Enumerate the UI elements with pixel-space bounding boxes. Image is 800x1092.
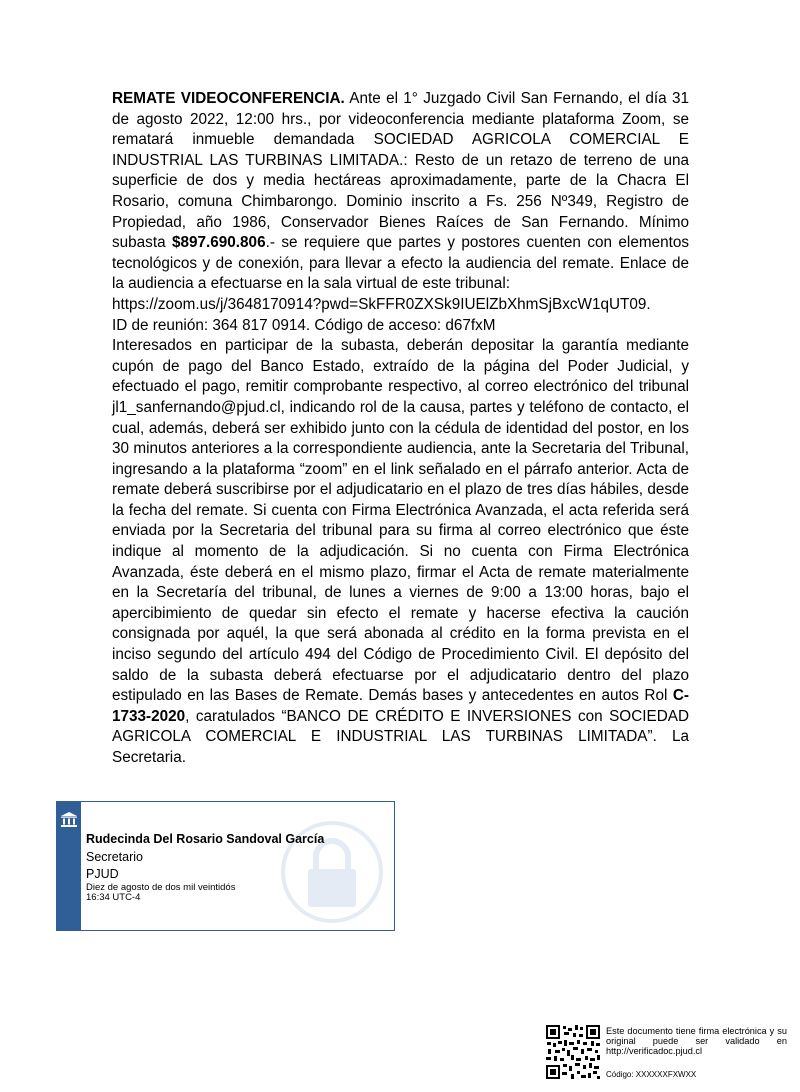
notice-text-part3: Interesados en participar de la subasta, deberán depositar la garantía mediante cupón de pago del Banco Estado, extraído de la página del Poder Judicial, y efectuado el pago, remitir comprobante respectivo, al correo electrónico del tribunal jl1_sanfernando@pjud.cl, indicando rol de la causa, partes y teléfono de contacto, el cual, además, deberá ser exhibido junto con la cédula de identidad del postor, en los 30 minutos anteriores a la correspondiente audiencia, ante la Secretaria del Tribunal, ingresando a la plataforma “zoom” en el link señalado en el párrafo anterior. Acta de remate deberá suscribirse por el adjudicatario en el plazo de tres días hábiles, desde la fecha del remate. Si cuenta con Firma Electrónica Avanzada, el acta referida será enviada por la Secretaria del tribunal para su firma al correo electrónico que éste indique al momento de la adjudicación. Si no cuenta con Firma Electrónica Avanzada, éste deberá en el mismo plazo, firmar el Acta de remate materialmente en la Secretaría del tribunal, de lunes a viernes de 9:00 a 13:00 horas, bajo el apercibimiento de quedar sin efecto el remate y hacerse efectiva la caución consignada por aquél, la que será abonada al crédito en la forma prevista en el inciso segundo del artículo 494 del Código de Procedimiento Civil. El depósito del saldo de la subasta deberá efectuarse por el adjudicatario dentro del plazo estipulado en las Bases de Remate. Demás bases y antecedentes en autos Rol xyxy=(112,337,689,705)
signer-organization: PJUD xyxy=(86,867,119,881)
verification-code: Código: XXXXXXFXWXX xyxy=(606,1070,697,1079)
notice-body xyxy=(112,89,689,769)
signature-accent-bar xyxy=(57,802,81,930)
qr-code xyxy=(546,1025,600,1079)
zoom-link[interactable]: https://zoom.us/j/3648170914?pwd=SkFFR0ZXSk9IUElZbXhmSjBxcW1qUT09. xyxy=(112,295,651,313)
bank-icon xyxy=(60,811,78,829)
minimum-bid-amount: $897.690.806 xyxy=(172,234,266,252)
notice-paragraph-2 xyxy=(112,336,689,768)
signer-role: Secretario xyxy=(86,850,143,864)
notice-heading: REMATE VIDEOCONFERENCIA. xyxy=(112,90,345,107)
signature-date: Diez de agosto de dos mil veintidós xyxy=(86,882,236,893)
meeting-info: ID de reunión: 364 817 0914. Código de acceso: d67fxM xyxy=(112,316,496,334)
notice-text-part1: Ante el 1° Juzgado Civil San Fernando, el día 31 de agosto 2022, 12:00 hrs., por videoconferencia mediante plataforma Zoom, se rematará inmueble demandada SOCIEDAD AGRICOLA COMERCIAL E INDUSTRIAL LAS TURBINAS LIMITADA.: Resto de un retazo de terreno de una superficie de dos y media hectáreas aproximadamente, parte de la Chacra El Rosario, comuna Chimbarongo. Dominio inscrito a Fs. 256 Nº349, Registro de Propiedad, año 1986, Conservador Bienes Raíces de San Fernando. Mínimo subasta xyxy=(112,90,690,252)
notice-text-part4: , caratulados “BANCO DE CRÉDITO E INVERSIONES con SOCIEDAD AGRICOLA COMERCIAL E INDUSTRIAL LAS TURBINAS LIMITADA”. La Secretaria. xyxy=(112,707,689,766)
electronic-signature-box xyxy=(56,801,395,931)
notice-paragraph xyxy=(112,89,689,295)
signature-time: 16:34 UTC-4 xyxy=(86,892,141,903)
case-number: C-1733-2020 xyxy=(112,687,689,725)
notice-text-part2: .- se requiere que partes y postores cuenten con elementos tecnológicos y de conexión, para llevar a efecto la audiencia del remate. Enlace de la audiencia a efectuarse en la sala virtual de este tribunal: xyxy=(112,234,690,293)
verification-notice: Este documento tiene firma electrónica y su original puede ser validado en http://verificadoc.pjud.cl xyxy=(606,1026,787,1057)
signer-name: Rudecinda Del Rosario Sandoval García xyxy=(86,832,325,846)
